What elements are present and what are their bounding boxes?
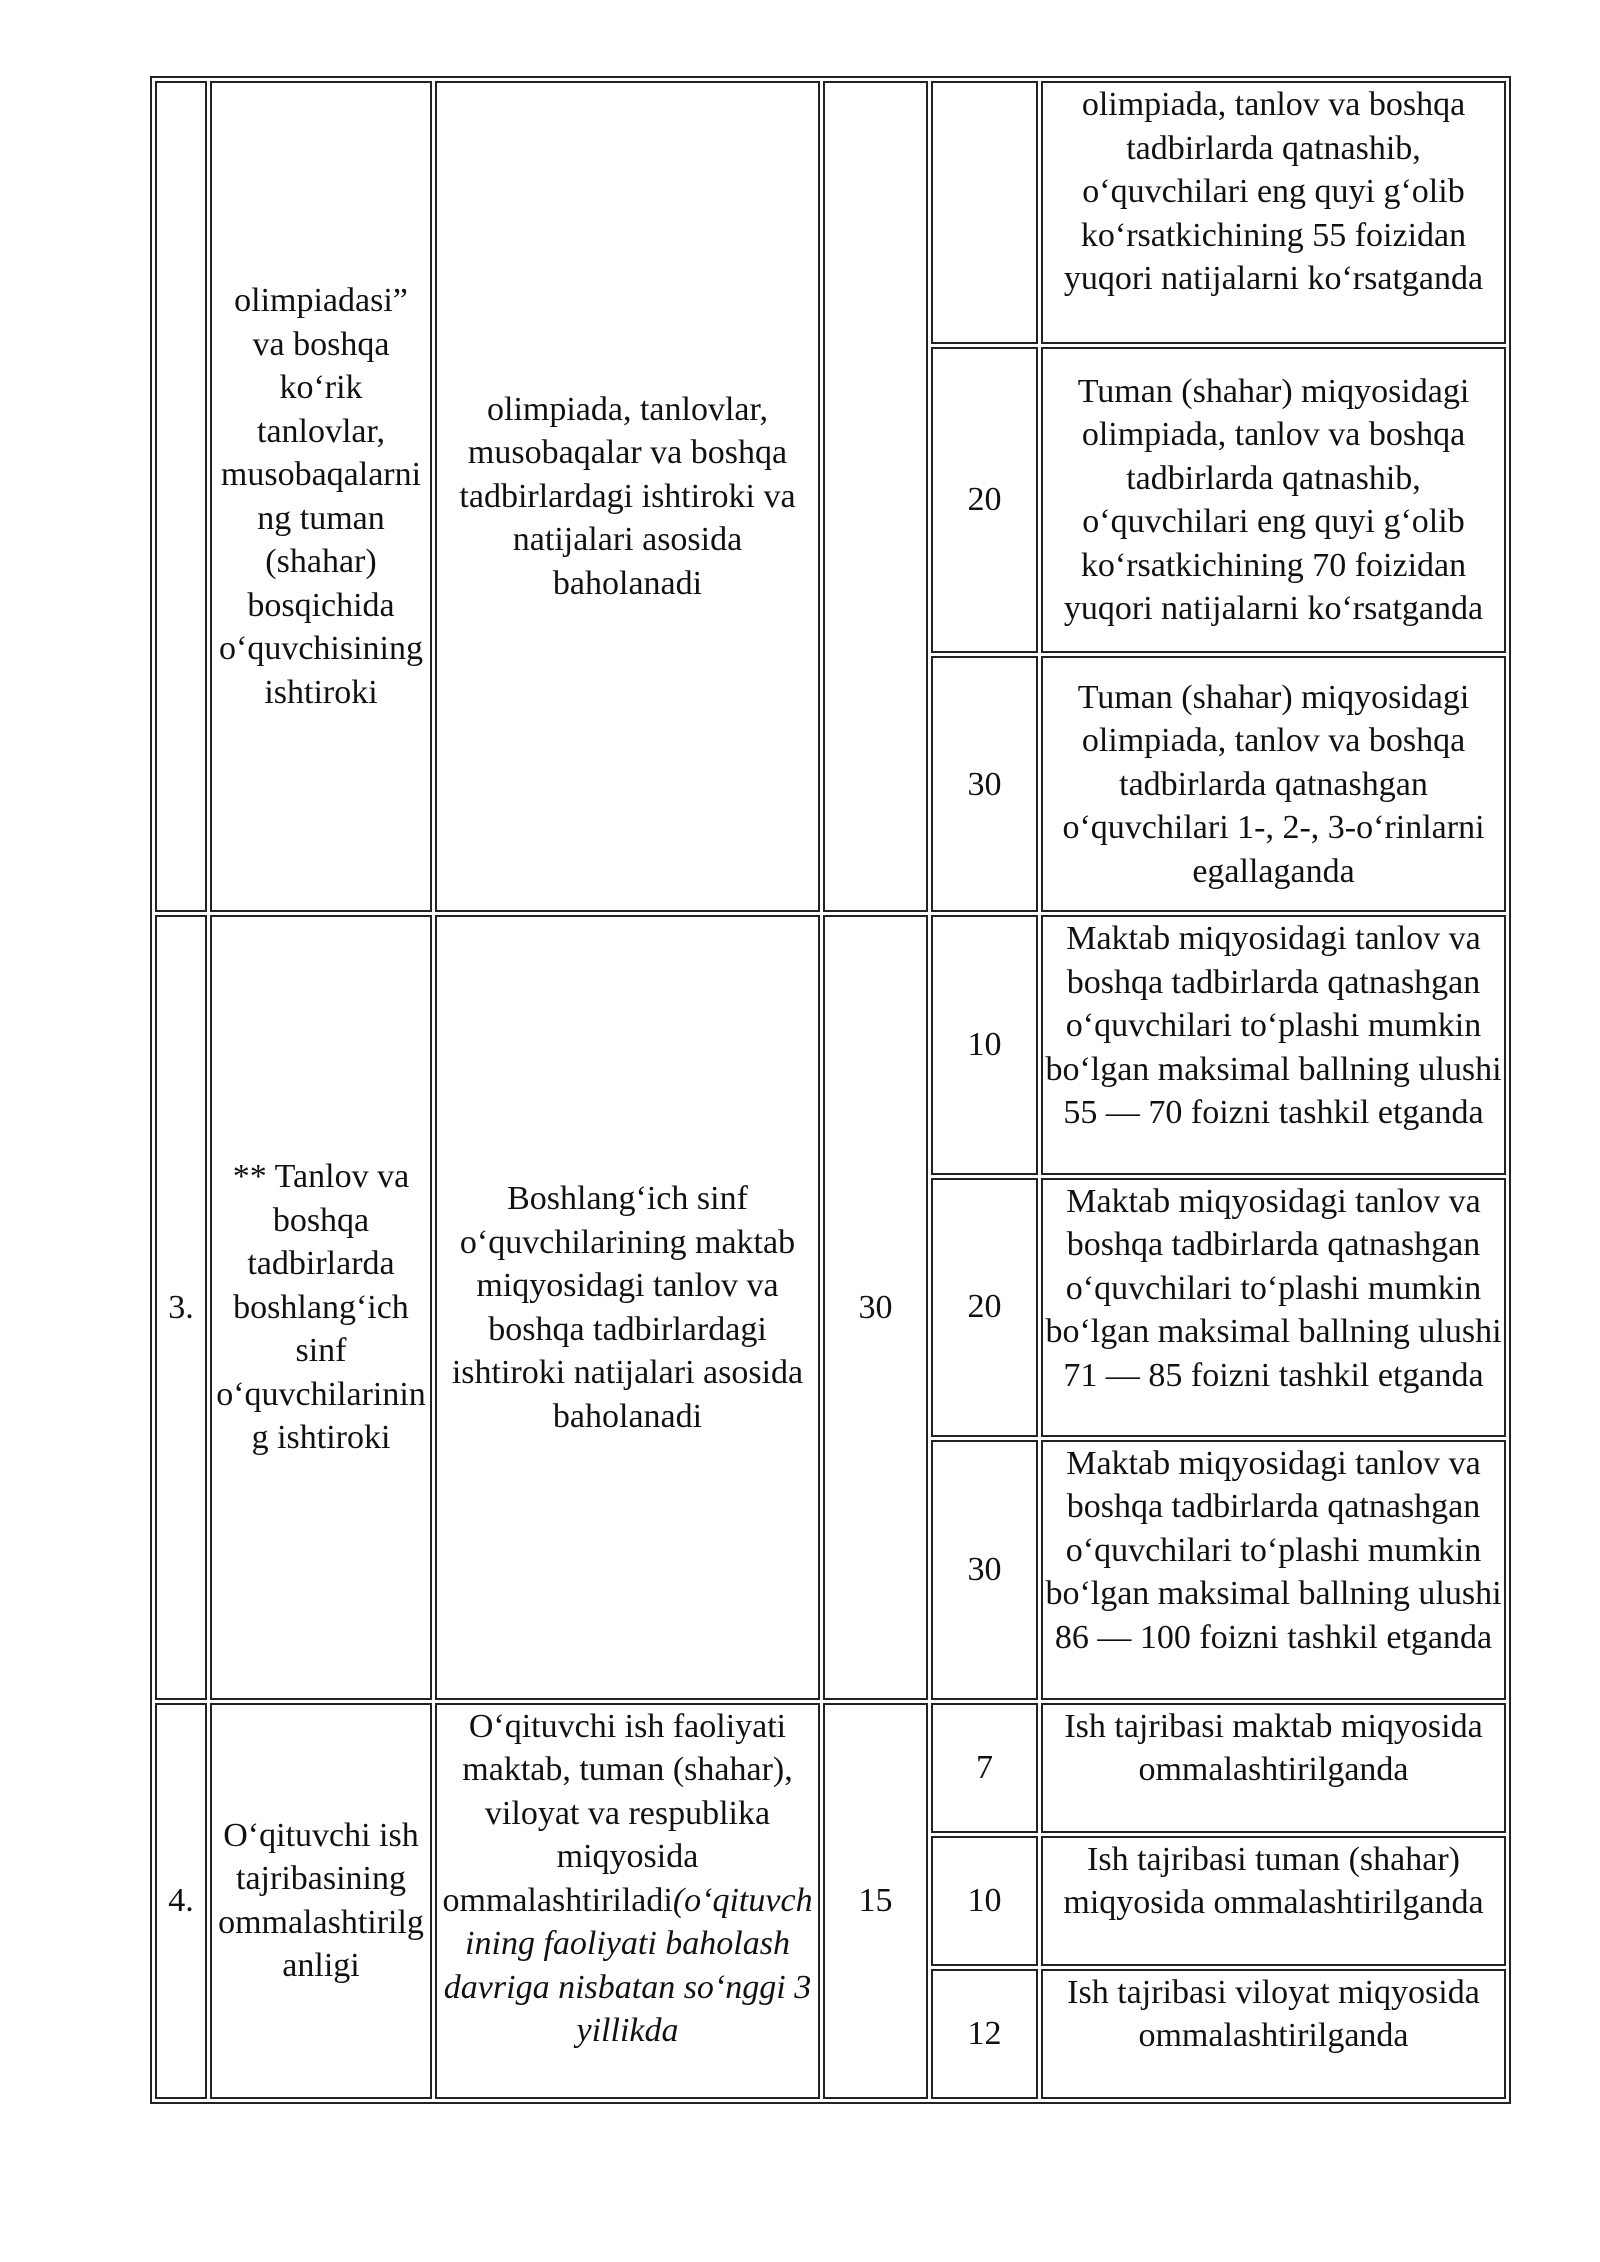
level-description-cell: olimpiada, tanlov va boshqa tadbirlarda qatnashib, o‘quvchilari eng quyi g‘olib ko‘rsatkichining 55 foizidan yuqori natijalarni ko‘rsatganda: [1041, 81, 1506, 344]
table-row: [155, 81, 1506, 344]
assessment-cell: Boshlang‘ich sinf o‘quvchilarining maktab miqyosidagi tanlov va boshqa tadbirlardagi ishtiroki natijalari asosida baholanadi: [435, 915, 820, 1699]
level-description-cell: Maktab miqyosidagi tanlov va boshqa tadbirlarda qatnashgan o‘quvchilari to‘plashi mumkin bo‘lgan maksimal ballning ulushi 71 — 85 foizni tashkil etganda: [1041, 1178, 1506, 1437]
level-points-cell: 10: [931, 1836, 1038, 1966]
level-description-cell: Ish tajribasi maktab miqyosida ommalashtirilganda: [1041, 1703, 1506, 1833]
table-row: [155, 1703, 1506, 1833]
level-points-cell: 20: [931, 347, 1038, 653]
row-number-cell: 3.: [155, 915, 207, 1699]
criteria-table: [150, 76, 1511, 2104]
row-number-cell: [155, 81, 207, 912]
level-description-cell: Maktab miqyosidagi tanlov va boshqa tadbirlarda qatnashgan o‘quvchilari to‘plashi mumkin bo‘lgan maksimal ballning ulushi 55 — 70 foizni tashkil etganda: [1041, 915, 1506, 1174]
criterion-cell: olimpiadasi” va boshqa ko‘rik tanlovlar, musobaqalarning tuman (shahar) bosqichida o‘quvchisining ishtiroki: [210, 81, 432, 912]
level-points-cell: 30: [931, 1440, 1038, 1700]
level-points-cell: 12: [931, 1969, 1038, 2099]
level-description-cell: Ish tajribasi viloyat miqyosida ommalashtirilganda: [1041, 1969, 1506, 2099]
criterion-cell: O‘qituvchi ish tajribasining ommalashtirilganligi: [210, 1703, 432, 2099]
max-points-cell: [823, 81, 928, 912]
assessment-cell: olimpiada, tanlovlar, musobaqalar va boshqa tadbirlardagi ishtiroki va natijalari asosida baholanadi: [435, 81, 820, 912]
max-points-cell: 30: [823, 915, 928, 1699]
level-points-cell: 7: [931, 1703, 1038, 1833]
level-description-cell: Tuman (shahar) miqyosidagi olimpiada, tanlov va boshqa tadbirlarda qatnashgan o‘quvchilari 1-, 2-, 3-o‘rinlarni egallaganda: [1041, 656, 1506, 912]
criterion-cell: ** Tanlov va boshqa tadbirlarda boshlang‘ich sinf o‘quvchilarining ishtiroki: [210, 915, 432, 1699]
level-points-cell: 10: [931, 915, 1038, 1174]
level-points-cell: 30: [931, 656, 1038, 912]
max-points-cell: 15: [823, 1703, 928, 2099]
assessment-text: O‘qituvchi ish faoliyati maktab, tuman (shahar), viloyat va respublika miqyosida ommalashtiriladi: [442, 1707, 793, 1919]
row-number-cell: 4.: [155, 1703, 207, 2099]
assessment-cell: [435, 1703, 820, 2099]
assessment-note: (o‘qituvchining faoliyati baholash davriga nisbatan so‘nggi 3 yillikda: [443, 1881, 813, 2050]
level-points-cell: [931, 81, 1038, 344]
table-row: [155, 915, 1506, 1174]
level-points-cell: 20: [931, 1178, 1038, 1437]
level-description-cell: Maktab miqyosidagi tanlov va boshqa tadbirlarda qatnashgan o‘quvchilari to‘plashi mumkin bo‘lgan maksimal ballning ulushi 86 — 100 foizni tashkil etganda: [1041, 1440, 1506, 1700]
level-description-cell: Tuman (shahar) miqyosidagi olimpiada, tanlov va boshqa tadbirlarda qatnashib, o‘quvchilari eng quyi g‘olib ko‘rsatkichining 70 foizidan yuqori natijalarni ko‘rsatganda: [1041, 347, 1506, 653]
level-description-cell: Ish tajribasi tuman (shahar) miqyosida ommalashtirilganda: [1041, 1836, 1506, 1966]
